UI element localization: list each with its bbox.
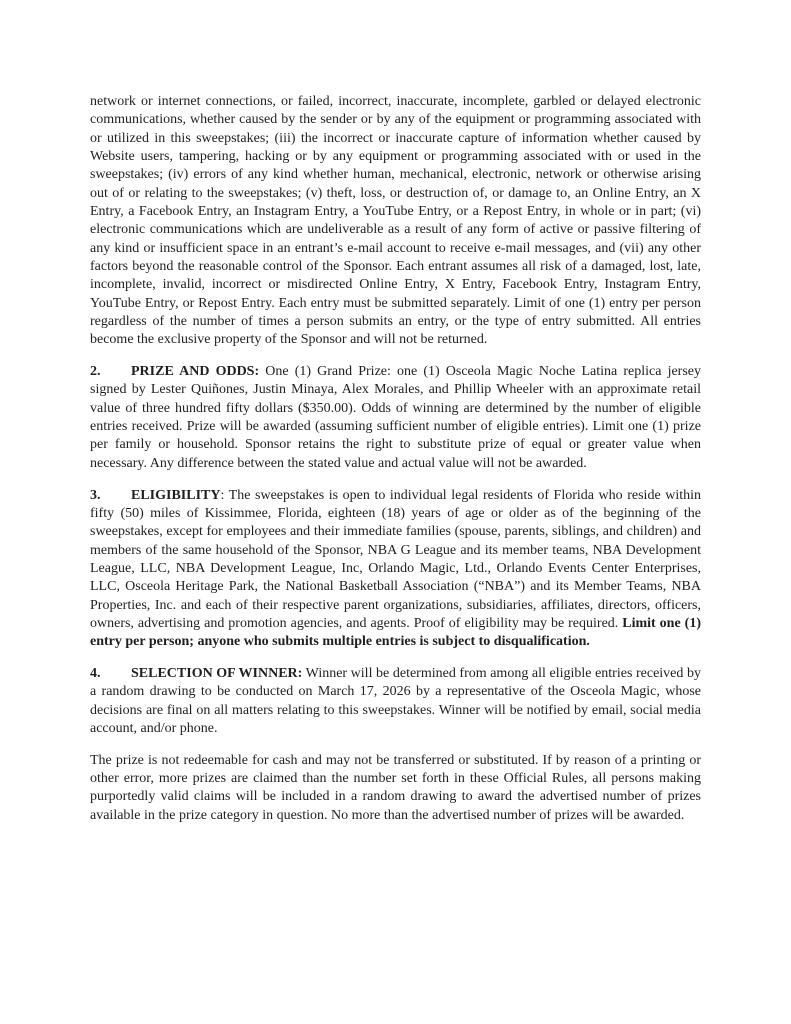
section-heading: SELECTION OF WINNER: — [131, 666, 303, 682]
paragraph-text: One (1) Grand Prize: one (1) Osceola Magic Noche Latina replica jersey signed by Lester Quiñones, Justin Minaya, Alex Morales, and Phillip Wheeler with an approximate retail value of three hundred fifty dollars ($350.00). Odds of winning are determined by the number of eligible entries received. Prize will be awarded (assuming sufficient number of eligible entries). Limit one (1) prize per family or household. Sponsor retains the right to substitute prize of equal or greater value when necessary. Any difference between the stated value and actual value will not be awarded. — [90, 364, 701, 471]
section-number: 3. — [90, 487, 101, 503]
section-number: 2. — [90, 364, 101, 380]
paragraph-text: The prize is not redeemable for cash and may not be transferred or substituted. If by reason of a printing or other error, more prizes are claimed than the number set forth in these Official Rules, all persons making purportedly valid claims will be included in a random drawing to award the advertised number of prizes available in the prize category in question. No more than the advertised number of prizes will be awarded. — [90, 752, 701, 823]
section-heading: ELIGIBILITY — [131, 487, 221, 503]
paragraph-eligibility — [90, 487, 701, 652]
paragraph-technical-failures-continuation — [90, 93, 701, 350]
paragraph-prize-and-odds — [90, 363, 701, 473]
section-heading-separator: : — [220, 487, 225, 503]
section-number: 4. — [90, 666, 101, 682]
paragraph-text: Winner will be determined from among all eligible entries received by a random drawing to be conducted on March 17, 2026 by a representative of the Osceola Magic, whose decisions are final on all matters relating to this sweepstakes. Winner will be notified by email, social media account, and/or phone. — [90, 666, 701, 736]
section-heading: PRIZE AND ODDS: — [131, 364, 260, 380]
paragraph-bold-text: Limit one (1) entry per person; anyone who submits multiple entries is subject to disqualification. — [90, 615, 701, 650]
paragraph-prize-redemption — [90, 752, 701, 825]
paragraph-selection-of-winner — [90, 665, 701, 738]
paragraph-text: The sweepstakes is open to individual legal residents of Florida who reside within fifty (50) miles of Kissimmee, Florida, eighteen (18) years of age or older as of the beginning of the sweepstakes, except for employees and their immediate families (spouse, parents, siblings, and children) and members of the same household of the Sponsor, NBA G League and its member teams, NBA Development League, LLC, NBA Development League, Inc, Orlando Magic, Ltd., Orlando Events Center Enterprises, LLC, Osceola Heritage Park, the National Basketball Association (“NBA”) and its Member Teams, NBA Properties, Inc. and each of their respective parent organizations, subsidiaries, affiliates, directors, officers, owners, advertising and promotion agencies, and agents. Proof of eligibility may be required. — [90, 487, 701, 631]
document-body — [90, 93, 701, 825]
paragraph-text: network or internet connections, or failed, incorrect, inaccurate, incomplete, garbled or delayed electronic communications, whether caused by the sender or by any of the equipment or programming associated with or utilized in this sweepstakes; (iii) the incorrect or inaccurate capture of information whether caused by Website users, tampering, hacking or by any equipment or programming associated with or used in the sweepstakes; (iv) errors of any kind whether human, mechanical, electronic, network or otherwise arising out of or relating to the sweepstakes; (v) theft, loss, or destruction of, or damage to, an Online Entry, an X Entry, a Facebook Entry, an Instagram Entry, a YouTube Entry, or a Repost Entry, in whole or in part; (vi) electronic communications which are undeliverable as a result of any form of active or passive filtering of any kind or insufficient space in an entrant’s e-mail account to receive e-mail messages, and (vii) any other factors beyond the reasonable control of the Sponsor. Each entrant assumes all risk of a damaged, lost, late, incomplete, invalid, incorrect or misdirected Online Entry, X Entry, Facebook Entry, Instagram Entry, YouTube Entry, or Repost Entry. Each entry must be submitted separately. Limit of one (1) entry per person regardless of the number of times a person submits an entry, or the type of entry submitted. All entries become the exclusive property of the Sponsor and will not be returned. — [90, 94, 701, 348]
